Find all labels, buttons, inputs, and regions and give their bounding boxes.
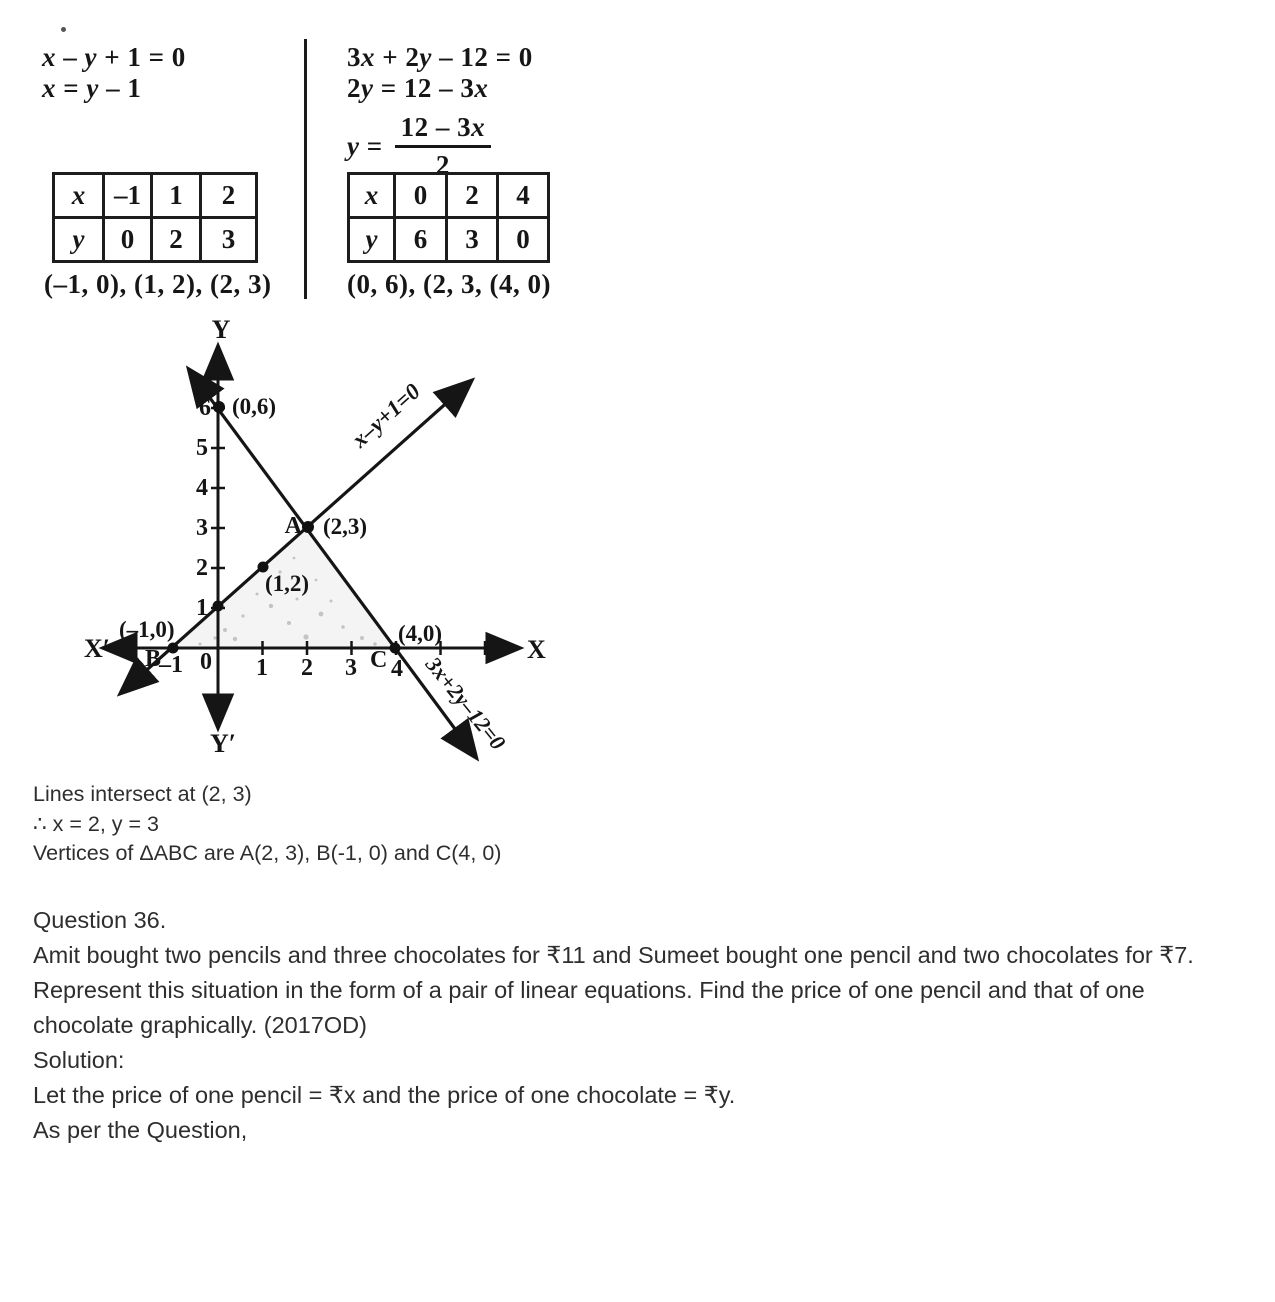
result-line: Lines intersect at (2, 3): [33, 782, 252, 806]
question-text-line: Amit bought two pencils and three chocolates for ₹11 and Sumeet bought one pencil and two chocolates for ₹7.: [33, 942, 1194, 968]
label-4-0: (4,0): [398, 621, 443, 646]
line1-equation-label: x–y+1=0: [346, 378, 425, 453]
y-tick-6: 6: [199, 395, 211, 421]
result-line: ∴ x = 2, y = 3: [33, 811, 160, 836]
table-cell: 0: [395, 174, 447, 218]
question-text-line: Represent this situation in the form of a pair of linear equations. Find the price of one pencil and that of one: [33, 977, 1145, 1003]
result-text-block: [33, 780, 501, 869]
label-0-6: (0,6): [232, 394, 277, 419]
coordinate-graph: [75, 318, 550, 773]
fraction-lhs: y =: [347, 131, 383, 161]
equation: 2y = 12 – 3x: [347, 73, 489, 103]
table-cell: 2: [152, 218, 201, 262]
table-cell: –1: [104, 174, 152, 218]
solution-heading: Solution:: [33, 1047, 125, 1073]
question-text-line: chocolate graphically. (2017OD): [33, 1012, 367, 1038]
y-tick-5: 5: [196, 435, 208, 461]
table-row: [54, 174, 257, 218]
y-tick-1: 1: [196, 595, 208, 621]
equation: x = y – 1: [42, 73, 142, 103]
y-tick-3: 3: [196, 515, 208, 541]
equation-set-line2: [347, 42, 533, 181]
scan-noise-dot: [61, 27, 66, 32]
solution-text-line: Let the price of one pencil = ₹x and the price of one chocolate = ₹y.: [33, 1082, 736, 1108]
line-3x-plus-2y-minus-12: [190, 371, 475, 756]
x-prime-label: X′: [84, 634, 111, 663]
table-row: [349, 218, 549, 262]
label--1-0: (–1,0): [119, 617, 175, 642]
fraction-denominator: 2: [435, 150, 450, 180]
x-axis-label: X: [527, 635, 546, 664]
table-cell: 1: [152, 174, 201, 218]
x-tick-2: 2: [301, 655, 313, 681]
table-cell: 3: [447, 218, 498, 262]
column-divider: [304, 39, 307, 299]
y-tick-2: 2: [196, 555, 208, 581]
label-B: B: [145, 646, 162, 672]
table-cell: x: [349, 174, 395, 218]
points-list-line2: (0, 6), (2, 3, (4, 0): [347, 269, 551, 299]
result-line: Vertices of ΔABC are A(2, 3), B(-1, 0) and C(4, 0): [33, 841, 502, 865]
table-cell: x: [54, 174, 104, 218]
fraction: [395, 112, 492, 181]
point-A: [302, 521, 314, 533]
table-cell: 0: [498, 218, 549, 262]
x-tick--1: –1: [159, 652, 183, 678]
table-cell: 2: [447, 174, 498, 218]
table-cell: 6: [395, 218, 447, 262]
y-tick-4: 4: [196, 475, 208, 501]
values-table-line2: [347, 172, 550, 263]
point-0-6: [213, 401, 225, 413]
solution-text-line: As per the Question,: [33, 1117, 248, 1143]
label-1-2: (1,2): [265, 571, 310, 596]
x-tick-1: 1: [256, 655, 268, 681]
table-cell: 2: [201, 174, 257, 218]
fraction-numerator: 12 – 3x: [400, 112, 486, 142]
points-list-line1: (–1, 0), (1, 2), (2, 3): [44, 269, 272, 299]
label-2-3: (2,3): [323, 514, 368, 539]
line2-equation-label: 3x+2y–12=0: [420, 651, 511, 755]
label-A: A: [284, 513, 302, 539]
x-tick-3: 3: [345, 655, 357, 681]
table-cell: y: [54, 218, 104, 262]
x-tick-4: 4: [391, 656, 403, 682]
fraction-equation: [347, 112, 533, 181]
y-axis-label: Y: [211, 318, 231, 344]
equation: x – y + 1 = 0: [42, 42, 186, 72]
point-0-1: [213, 601, 224, 612]
table-cell: 4: [498, 174, 549, 218]
table-cell: 3: [201, 218, 257, 262]
table-cell: 0: [104, 218, 152, 262]
question-36-block: [33, 903, 1194, 1148]
table-cell: y: [349, 218, 395, 262]
values-table-line1: [52, 172, 258, 263]
table-row: [349, 174, 549, 218]
table-row: [54, 218, 257, 262]
equation: 3x + 2y – 12 = 0: [347, 42, 533, 72]
question-heading: Question 36.: [33, 907, 167, 933]
label-C: C: [370, 647, 388, 673]
equation-set-line1: [42, 42, 186, 104]
y-prime-label: Y′: [209, 729, 237, 758]
x-tick-0: 0: [200, 649, 212, 675]
